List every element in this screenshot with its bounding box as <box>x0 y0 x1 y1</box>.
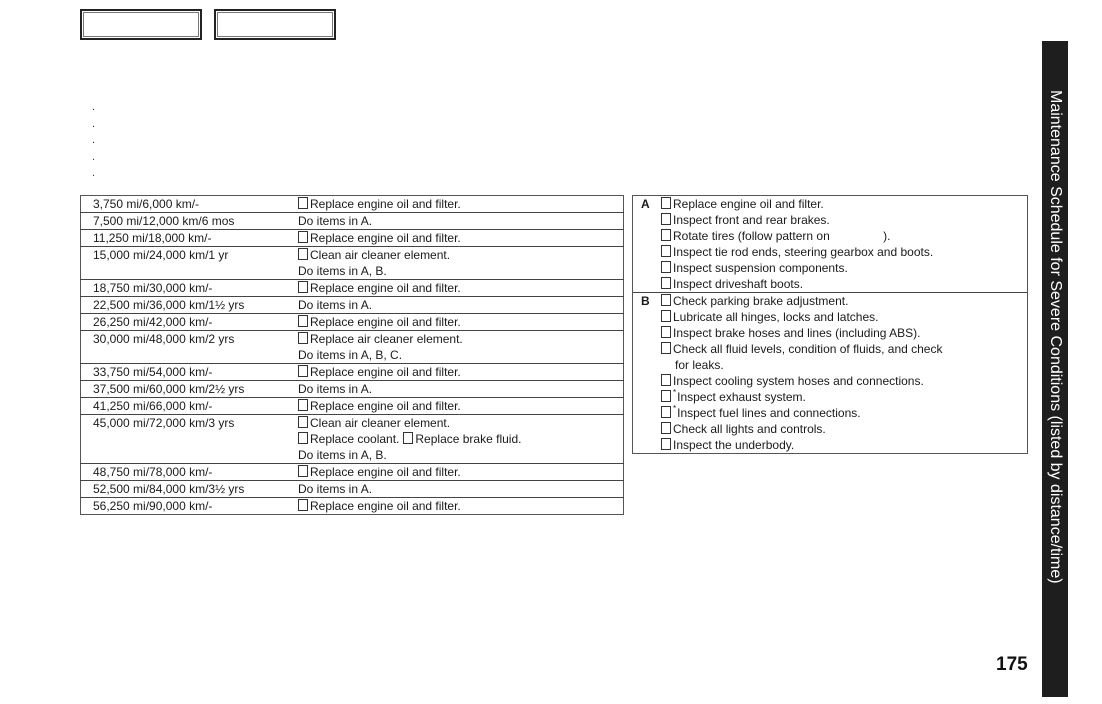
service-item <box>298 297 623 313</box>
service-item <box>298 347 623 363</box>
key-checkbox[interactable] <box>661 229 671 241</box>
service-checkbox[interactable] <box>298 465 308 477</box>
table-row <box>81 481 624 498</box>
key-checkbox[interactable] <box>661 310 671 322</box>
distance-label: 3,750 mi/6,000 km/- <box>93 197 200 211</box>
service-item <box>298 247 623 263</box>
key-checkbox[interactable] <box>661 277 671 289</box>
service-cell <box>298 498 624 515</box>
distance-label: 33,750 mi/54,000 km/- <box>93 365 213 379</box>
distance-label: 22,500 mi/36,000 km/1½ yrs <box>93 298 245 312</box>
distance-cell <box>81 314 299 331</box>
service-checkbox[interactable] <box>298 315 308 327</box>
key-section-b <box>633 292 1027 453</box>
key-text: Inspect the underbody. <box>673 438 795 452</box>
distance-cell <box>81 196 299 213</box>
distance-cell <box>81 415 299 464</box>
service-text: Do items in A. <box>298 382 373 396</box>
service-text: Clean air cleaner element. <box>310 416 451 430</box>
bullet-list <box>92 99 95 182</box>
service-cell <box>298 196 624 213</box>
service-cell <box>298 230 624 247</box>
key-item <box>661 341 1027 357</box>
service-checkbox[interactable] <box>298 499 308 511</box>
table-row <box>81 314 624 331</box>
key-checkbox[interactable] <box>661 326 671 338</box>
distance-label: 52,500 mi/84,000 km/3½ yrs <box>93 482 245 496</box>
service-item <box>298 280 623 296</box>
service-cell <box>298 415 624 464</box>
service-cell <box>298 381 624 398</box>
bullet-item: . <box>92 150 96 163</box>
key-item <box>661 276 1027 292</box>
distance-label: 26,250 mi/42,000 km/- <box>93 315 213 329</box>
service-cell <box>298 280 624 297</box>
bullet-item: . <box>92 167 96 179</box>
distance-label: 37,500 mi/60,000 km/2½ yrs <box>93 382 245 396</box>
service-text: Clean air cleaner element. <box>310 248 451 262</box>
service-item <box>298 498 623 514</box>
key-item <box>661 325 1027 341</box>
table-row <box>81 213 624 230</box>
service-text: Do items in A, B. <box>298 448 387 462</box>
distance-cell <box>81 230 299 247</box>
key-text: Inspect exhaust system. <box>677 390 806 404</box>
bullet-item: . <box>92 134 96 146</box>
table-row <box>81 381 624 398</box>
service-item <box>298 481 623 497</box>
service-text: Do items in A, B. <box>298 264 387 278</box>
key-checkbox[interactable] <box>661 422 671 434</box>
service-cell <box>298 398 624 415</box>
key-checkbox[interactable] <box>661 390 671 402</box>
key-text: Inspect fuel lines and connections. <box>677 406 861 420</box>
service-checkbox[interactable] <box>298 197 308 209</box>
key-text: Replace engine oil and filter. <box>673 197 824 211</box>
distance-cell <box>81 481 299 498</box>
section-title: Maintenance Schedule for Severe Conditions (listed by distance/time) <box>1047 90 1064 584</box>
key-text: Check parking brake adjustment. <box>673 294 849 308</box>
key-item <box>661 293 1027 309</box>
service-checkbox[interactable] <box>403 432 413 444</box>
table-row <box>81 280 624 297</box>
footnote-mark: * <box>673 404 677 413</box>
key-item <box>661 244 1027 260</box>
service-text: Replace engine oil and filter. <box>310 465 461 479</box>
nav-button-next[interactable] <box>214 9 336 40</box>
key-text: Inspect brake hoses and lines (including ABS). <box>673 326 921 340</box>
service-text: Do items in A. <box>298 214 373 228</box>
service-checkbox[interactable] <box>298 332 308 344</box>
service-cell <box>298 213 624 230</box>
table-row <box>81 464 624 481</box>
service-checkbox[interactable] <box>298 231 308 243</box>
distance-cell <box>81 381 299 398</box>
service-text: Replace engine oil and filter. <box>310 315 461 329</box>
service-item <box>298 381 623 397</box>
distance-cell <box>81 398 299 415</box>
distance-cell <box>81 247 299 280</box>
distance-cell <box>81 213 299 230</box>
key-item <box>661 421 1027 437</box>
key-text: Inspect tie rod ends, steering gearbox and boots. <box>673 245 934 259</box>
service-text: Replace engine oil and filter. <box>310 281 461 295</box>
distance-cell <box>81 464 299 481</box>
key-item <box>661 212 1027 228</box>
service-checkbox[interactable] <box>298 281 308 293</box>
service-text: Replace engine oil and filter. <box>310 365 461 379</box>
key-item <box>661 309 1027 325</box>
key-item <box>661 196 1027 212</box>
table-row <box>81 230 624 247</box>
service-checkbox[interactable] <box>298 399 308 411</box>
distance-cell <box>81 280 299 297</box>
schedule-table <box>80 195 624 515</box>
key-text: Inspect cooling system hoses and connections. <box>673 374 924 388</box>
service-item <box>298 364 623 380</box>
key-item <box>661 228 1027 244</box>
table-row <box>81 498 624 515</box>
service-cell <box>298 364 624 381</box>
key-checkbox[interactable] <box>661 342 671 354</box>
key-text: Check all fluid levels, condition of fluids, and check <box>673 342 943 356</box>
key-text: Inspect driveshaft boots. <box>673 277 804 291</box>
service-item <box>298 431 623 447</box>
key-text: Lubricate all hinges, locks and latches. <box>673 310 879 324</box>
table-row <box>81 331 624 364</box>
service-cell <box>298 464 624 481</box>
service-text: Replace coolant. <box>310 432 400 446</box>
table-row <box>81 364 624 381</box>
key-letter: B <box>641 294 650 308</box>
key-section-a <box>633 196 1027 292</box>
service-text: Do items in A. <box>298 298 373 312</box>
distance-cell <box>81 297 299 314</box>
service-text: Do items in A, B, C. <box>298 348 403 362</box>
key-letter: A <box>641 197 650 211</box>
service-item <box>298 263 623 279</box>
service-item <box>298 447 623 463</box>
service-cell <box>298 481 624 498</box>
key-item <box>661 405 1027 421</box>
table-row <box>81 398 624 415</box>
distance-label: 41,250 mi/66,000 km/- <box>93 399 213 413</box>
service-text: Replace engine oil and filter. <box>310 399 461 413</box>
distance-cell <box>81 364 299 381</box>
service-text: Replace engine oil and filter. <box>310 499 461 513</box>
table-row <box>81 297 624 314</box>
distance-label: 11,250 mi/18,000 km/- <box>93 231 212 245</box>
key-item <box>661 373 1027 389</box>
distance-label: 30,000 mi/48,000 km/2 yrs <box>93 332 235 346</box>
service-text: Do items in A. <box>298 482 373 496</box>
key-item <box>661 357 1027 373</box>
distance-label: 48,750 mi/78,000 km/- <box>93 465 213 479</box>
service-cell <box>298 331 624 364</box>
service-cell <box>298 247 624 280</box>
service-checkbox[interactable] <box>298 416 308 428</box>
key-checkbox[interactable] <box>661 438 671 450</box>
distance-label: 7,500 mi/12,000 km/6 mos <box>93 214 235 228</box>
key-text: Check all lights and controls. <box>673 422 826 436</box>
service-checkbox[interactable] <box>298 248 308 260</box>
footnote-mark: * <box>673 388 677 397</box>
service-text: Replace engine oil and filter. <box>310 231 461 245</box>
bullet-item: . <box>92 101 96 113</box>
key-text: for leaks. <box>675 358 724 372</box>
key-checkbox[interactable] <box>661 374 671 386</box>
nav-button-prev[interactable] <box>80 9 202 40</box>
key-text: Inspect suspension components. <box>673 261 848 275</box>
service-item <box>298 230 623 246</box>
key-text: Rotate tires (follow pattern on ). <box>673 229 891 243</box>
key-checkbox[interactable] <box>661 197 671 209</box>
distance-label: 18,750 mi/30,000 km/- <box>93 281 213 295</box>
key-item <box>661 389 1027 405</box>
distance-label: 56,250 mi/90,000 km/- <box>93 499 213 513</box>
service-item <box>298 415 623 431</box>
key-checkbox[interactable] <box>661 213 671 225</box>
key-checkbox[interactable] <box>661 261 671 273</box>
service-text: Replace brake fluid. <box>415 432 522 446</box>
distance-label: 45,000 mi/72,000 km/3 yrs <box>93 416 235 430</box>
service-item <box>298 314 623 330</box>
table-row <box>81 247 624 280</box>
service-item <box>298 213 623 229</box>
table-row <box>81 415 624 464</box>
distance-cell <box>81 331 299 364</box>
key-item <box>661 437 1027 453</box>
service-text: Replace engine oil and filter. <box>310 197 461 211</box>
bullet-item: . <box>92 117 96 130</box>
distance-label: 15,000 mi/24,000 km/1 yr <box>93 248 229 262</box>
service-checkbox[interactable] <box>298 365 308 377</box>
service-items-key <box>632 195 1028 454</box>
key-item <box>661 260 1027 276</box>
service-text: Replace air cleaner element. <box>310 332 463 346</box>
distance-cell <box>81 498 299 515</box>
service-cell <box>298 314 624 331</box>
page-number: 175 <box>996 654 1028 675</box>
service-item <box>298 196 623 212</box>
service-item <box>298 464 623 480</box>
service-checkbox[interactable] <box>298 432 308 444</box>
key-checkbox[interactable] <box>661 406 671 418</box>
service-item <box>298 398 623 414</box>
service-cell <box>298 297 624 314</box>
table-row <box>81 196 624 213</box>
key-text: Inspect front and rear brakes. <box>673 213 830 227</box>
service-item <box>298 331 623 347</box>
key-checkbox[interactable] <box>661 245 671 257</box>
key-checkbox[interactable] <box>661 294 671 306</box>
